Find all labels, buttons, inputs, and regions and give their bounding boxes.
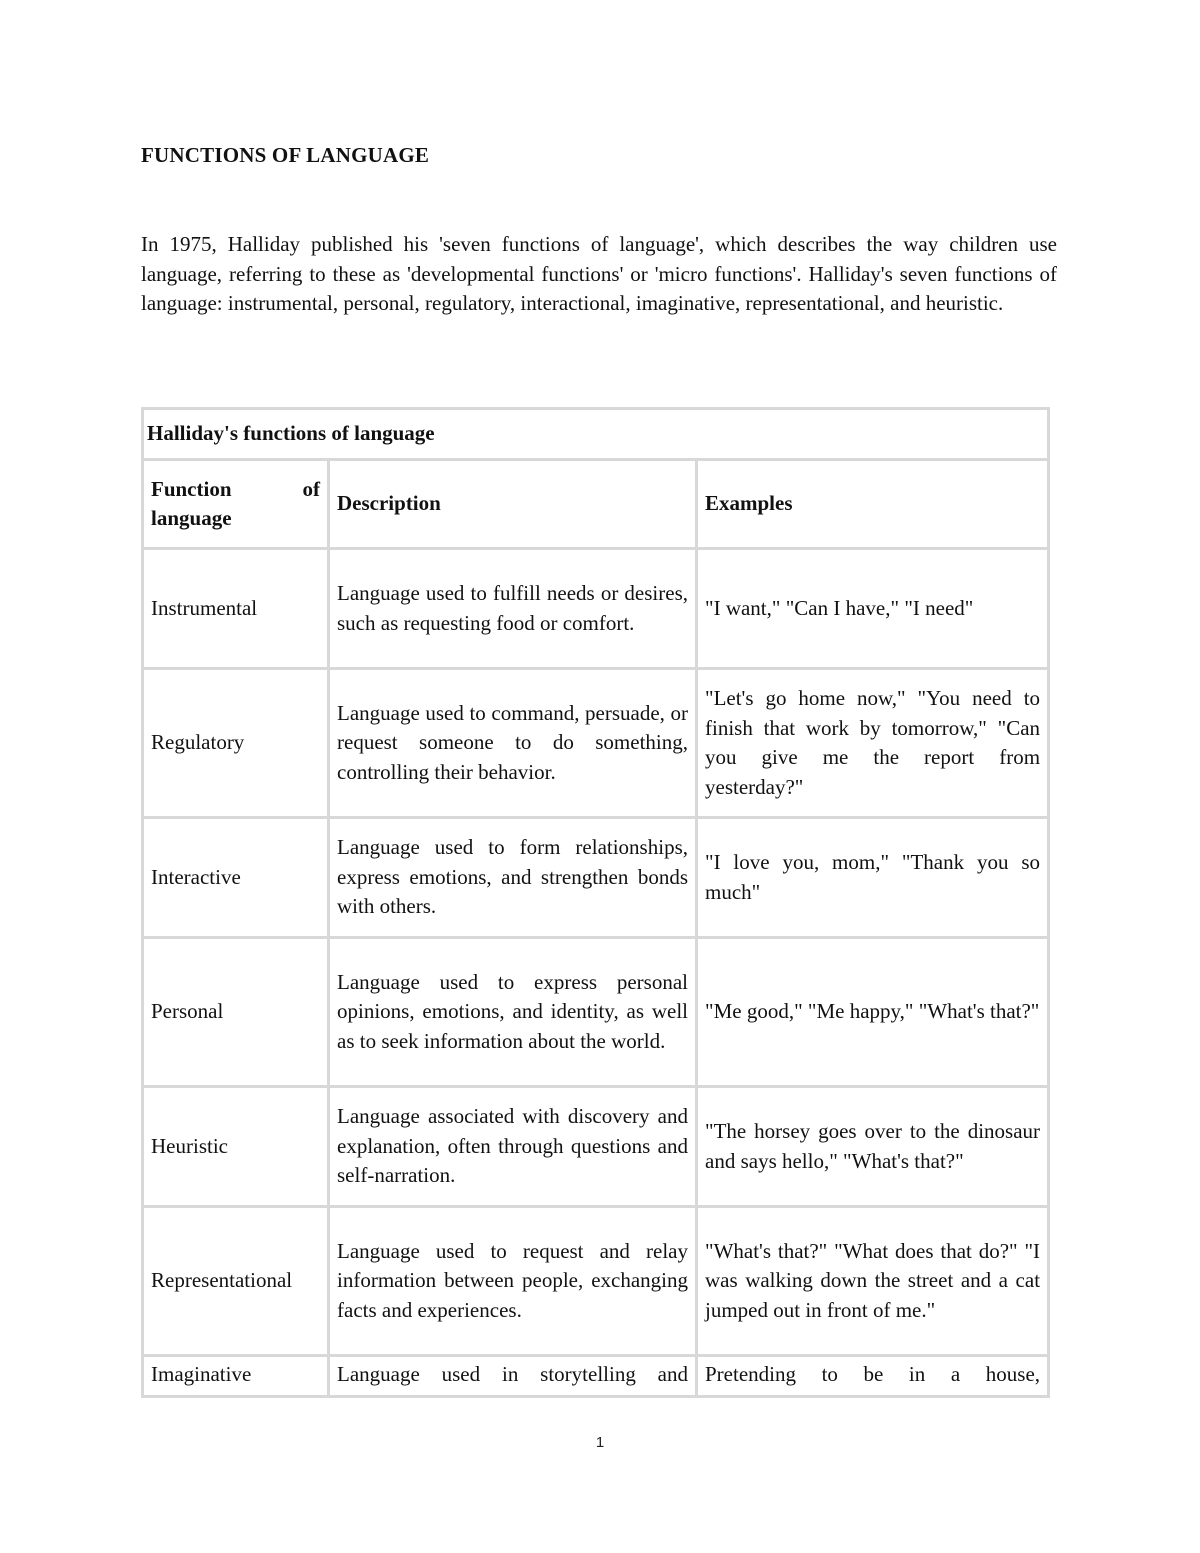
table-row — [143, 938, 1049, 1087]
table-row — [143, 549, 1049, 669]
table-row — [143, 1087, 1049, 1207]
examples-cell: "What's that?" "What does that do?" "I was walking down the street and a cat jumped out in front of me." — [697, 1207, 1049, 1356]
function-cell: Heuristic — [143, 1087, 329, 1207]
function-text: Imaginative — [151, 1362, 252, 1386]
description-cell — [329, 1356, 697, 1397]
examples-cell — [697, 1356, 1049, 1397]
description-cell: Language used to form relationships, express emotions, and strengthen bonds with others. — [329, 818, 697, 938]
examples-cell: "I love you, mom," "Thank you so much" — [697, 818, 1049, 938]
description-cell: Language associated with discovery and explanation, often through questions and self-narration. — [329, 1087, 697, 1207]
table-row — [143, 1356, 1049, 1397]
table-header-row — [143, 460, 1049, 549]
header-description: Description — [329, 460, 697, 549]
table-row — [143, 669, 1049, 818]
header-examples: Examples — [697, 460, 1049, 549]
description-cell: Language used to command, persuade, or request someone to do something, controlling their behavior. — [329, 669, 697, 818]
page-number: 1 — [595, 1434, 605, 1451]
table-caption: Halliday's functions of language — [143, 409, 1049, 460]
description-cell: Language used to express personal opinions, emotions, and identity, as well as to seek information about the world. — [329, 938, 697, 1087]
table-row — [143, 1207, 1049, 1356]
function-cell — [143, 1356, 329, 1397]
examples-cell: "The horsey goes over to the dinosaur and says hello," "What's that?" — [697, 1087, 1049, 1207]
description-cell: Language used to fulfill needs or desires, such as requesting food or comfort. — [329, 549, 697, 669]
examples-cell: "Me good," "Me happy," "What's that?" — [697, 938, 1049, 1087]
function-cell: Representational — [143, 1207, 329, 1356]
examples-text: Pretending to be in a house, — [705, 1362, 1041, 1386]
table-row — [143, 818, 1049, 938]
description-cell: Language used to request and relay information between people, exchanging facts and experiences. — [329, 1207, 697, 1356]
function-cell: Personal — [143, 938, 329, 1087]
function-cell: Regulatory — [143, 669, 329, 818]
intro-paragraph: In 1975, Halliday published his 'seven functions of language', which describes the way children use language, referring to these as 'developmental functions' or 'micro functions'. Halliday's seven functions of language: instrumental, personal, regulatory, interactional, imaginative, representational, and heuristic. — [141, 232, 1057, 315]
function-cell: Instrumental — [143, 549, 329, 669]
examples-cell: "Let's go home now," "You need to finish that work by tomorrow," "Can you give me the report from yesterday?" — [697, 669, 1049, 818]
function-cell: Interactive — [143, 818, 329, 938]
page-title: FUNCTIONS OF LANGUAGE — [141, 143, 430, 167]
examples-cell: "I want," "Can I have," "I need" — [697, 549, 1049, 669]
table-caption-row — [143, 409, 1049, 460]
description-text: Language used in storytelling and — [337, 1362, 688, 1386]
functions-table — [141, 407, 1050, 1398]
header-function: Function of language — [143, 460, 329, 549]
